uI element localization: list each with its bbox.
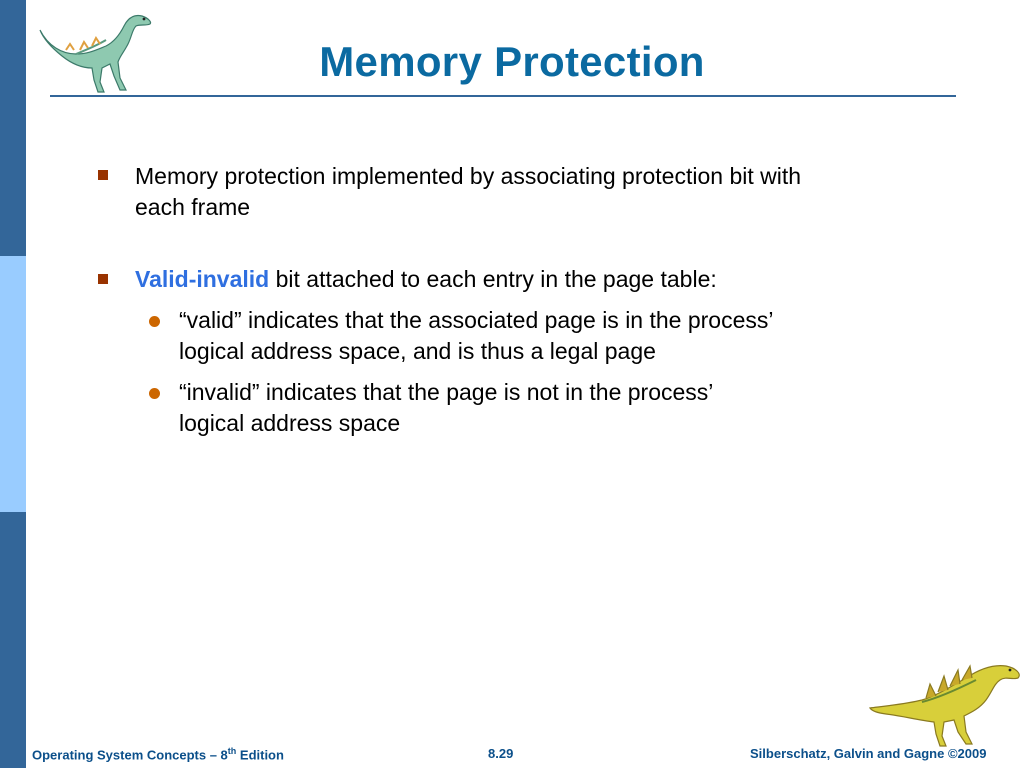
dinosaur-icon bbox=[866, 658, 1024, 750]
square-bullet-icon bbox=[98, 170, 108, 180]
square-bullet-icon bbox=[98, 274, 108, 284]
footer-authors: Silberschatz, Galvin and Gagne ©2009 bbox=[750, 746, 987, 761]
page-title: Memory Protection bbox=[319, 38, 705, 85]
round-bullet-icon bbox=[149, 316, 160, 327]
sub-bullet-line: logical address space, and is thus a legal page bbox=[179, 338, 656, 364]
bullet-text: Memory protection implemented by associating protection bit with each frame bbox=[135, 163, 802, 220]
sub-bullet-line: logical address space bbox=[179, 410, 401, 436]
footer-book-title bbox=[32, 746, 284, 762]
bullet-text bbox=[135, 264, 855, 295]
round-bullet-icon bbox=[149, 388, 160, 399]
sub-bullet-line: “invalid” indicates that the page is not in the process’ bbox=[179, 379, 714, 405]
bullet-text-rest: bit attached to each entry in the page table: bbox=[269, 266, 717, 292]
slide-number: 8.29 bbox=[488, 746, 514, 761]
footer-title-sup: th bbox=[227, 746, 237, 756]
footer-title-suffix: Edition bbox=[236, 747, 284, 763]
footer-title-prefix: Operating System Concepts – 8 bbox=[32, 747, 228, 763]
highlight-term: Valid-invalid bbox=[135, 266, 270, 292]
sub-bullet-line: “valid” indicates that the associated page is in the process’ bbox=[179, 307, 774, 333]
